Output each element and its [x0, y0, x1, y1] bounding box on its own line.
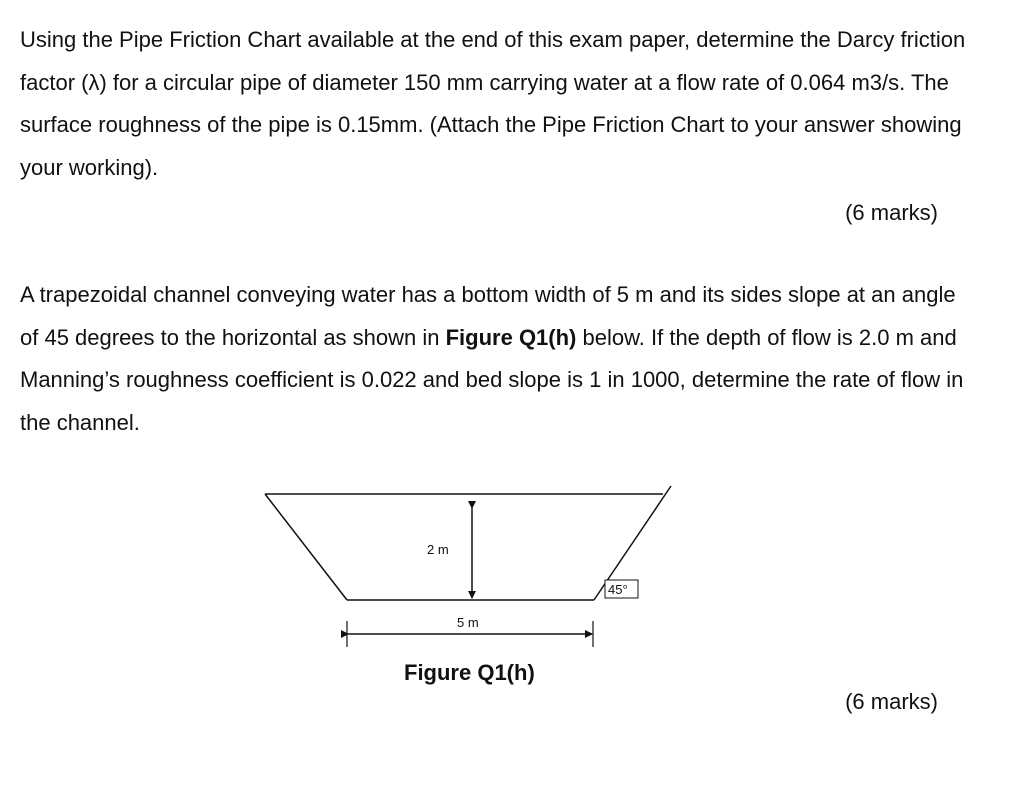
- angle-label: 45°: [608, 582, 628, 597]
- figure-caption: Figure Q1(h): [404, 660, 535, 685]
- depth-label: 2 m: [427, 542, 449, 557]
- question-2-text: [20, 274, 980, 444]
- question-2-text-part1: A trapezoidal channel conveying water has a bottom width of 5 m and its sides slope at an angle of 45 degrees to the horizontal as shown in: [20, 282, 956, 350]
- question-1-text: Using the Pipe Friction Chart available at the end of this exam paper, determine the Darcy friction factor (λ) for a circular pipe of diameter 150 mm carrying water at a flow rate of 0.064 m3/s. The surface roughness of the pipe is 0.15mm. (Attach the Pipe Friction Chart to your answer showing your working).: [20, 27, 966, 180]
- question-2-marks: (6 marks): [845, 689, 938, 714]
- trapezoidal-channel-figure: [250, 470, 690, 670]
- left-channel-side: [265, 494, 347, 600]
- figure-reference: Figure Q1(h): [445, 324, 577, 350]
- question-1-marks: (6 marks): [845, 200, 938, 225]
- width-label: 5 m: [457, 615, 479, 630]
- question-2-text-part2: below. If the depth of flow is 2.0 m and Manning’s roughness coefficient is 0.022 and bed slope is 1 in 1000, determine the rate of flow in the channel.: [20, 324, 964, 435]
